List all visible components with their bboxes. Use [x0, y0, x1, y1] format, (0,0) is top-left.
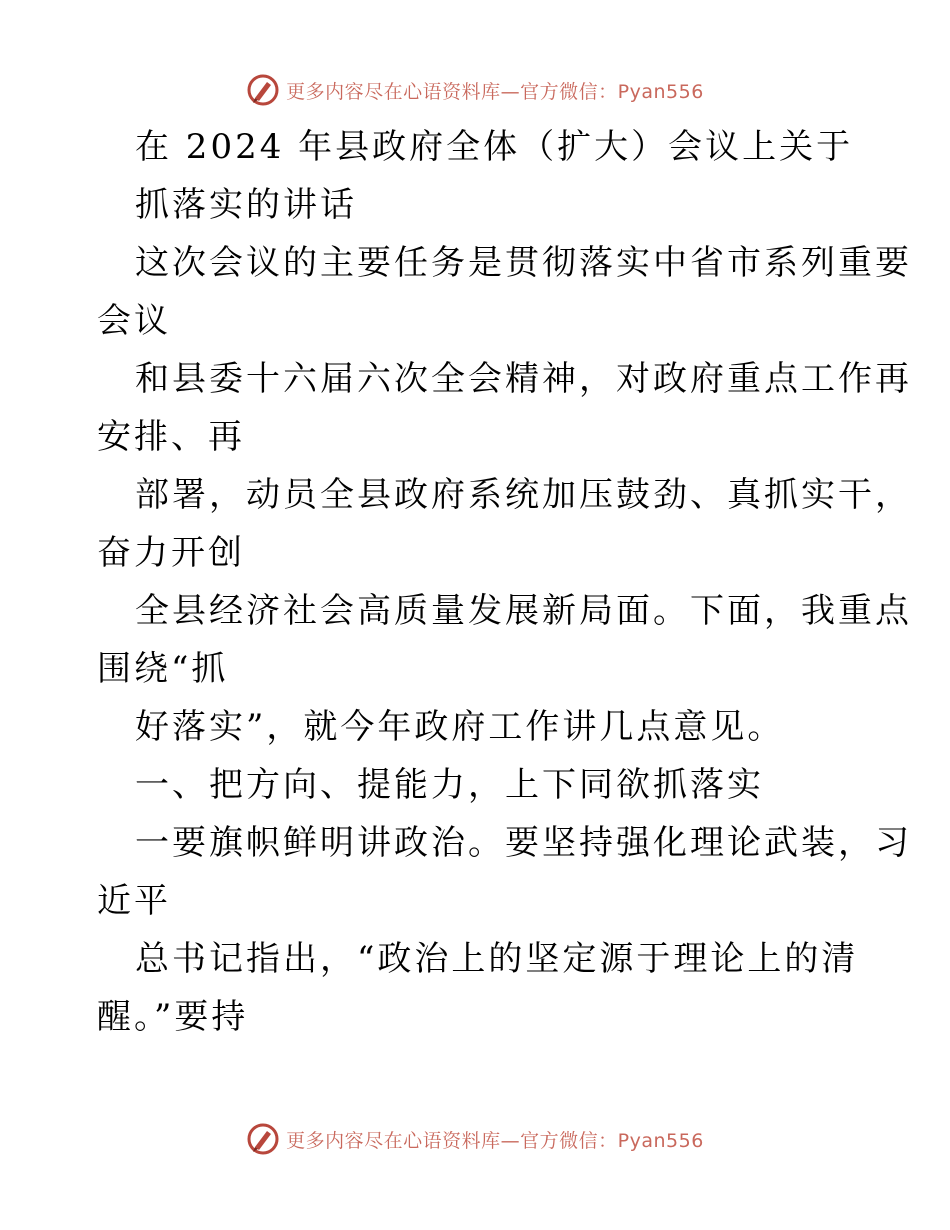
paragraph-line: 会议: [97, 301, 171, 341]
title-line-2: 抓落实的讲话: [135, 185, 357, 225]
paragraph-line: 近平: [97, 881, 171, 921]
banner-text: 更多内容尽在心语资料库—官方微信：Pyan556: [286, 1129, 704, 1152]
title-line-1: 在 2024 年县政府全体（扩大）会议上关于: [135, 127, 854, 167]
header-banner: [0, 70, 950, 110]
paragraph-line: 安排、再: [97, 417, 245, 457]
paragraph-line: 好落实”，就今年政府工作讲几点意见。: [135, 707, 785, 747]
paragraph-line: 围绕“抓: [97, 649, 229, 689]
footer-banner: [0, 1119, 950, 1159]
paragraph-line: 醒。”要持: [97, 997, 249, 1037]
section-heading: 一、把方向、提能力，上下同欲抓落实: [135, 765, 764, 805]
pen-circle-logo-icon: [246, 73, 280, 107]
paragraph-line: 一要旗帜鲜明讲政治。要坚持强化理论武装，习: [135, 823, 912, 863]
paragraph-line: 奋力开创: [97, 533, 245, 573]
pen-circle-logo-icon: [246, 1122, 280, 1156]
paragraph-line: 部署，动员全县政府系统加压鼓劲、真抓实干，: [135, 475, 912, 515]
banner-text: 更多内容尽在心语资料库—官方微信：Pyan556: [286, 80, 704, 103]
paragraph-line: 这次会议的主要任务是贯彻落实中省市系列重要: [135, 243, 912, 283]
paragraph-line: 和县委十六届六次全会精神，对政府重点工作再: [135, 359, 912, 399]
paragraph-line: 全县经济社会高质量发展新局面。下面，我重点: [135, 591, 912, 631]
paragraph-line: 总书记指出，“政治上的坚定源于理论上的清: [135, 939, 859, 979]
